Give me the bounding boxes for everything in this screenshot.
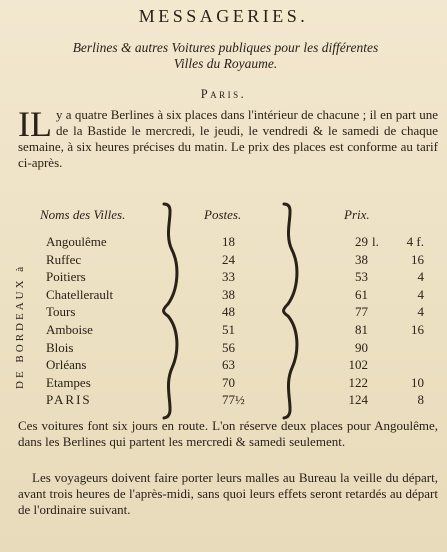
note-paragraph-1: Ces voitures font six jours en route. L'on réserve deux places pour Angoulême, dans les Berlines qui partent les mercredi & samedi seulement. [18, 418, 438, 449]
table-row [0, 269, 447, 287]
table-row [0, 340, 447, 358]
prix-livres: 53 [355, 269, 368, 285]
postes-value: 48 [222, 304, 235, 320]
postes-value: 18 [222, 234, 235, 249]
prix-livres: 124 [348, 392, 368, 408]
prix-unit: l. [372, 234, 379, 249]
prix-livres: 77 [355, 304, 368, 320]
prix-sous: 4 [417, 269, 424, 285]
subtitle [18, 40, 433, 72]
table-row [0, 252, 447, 270]
prix-livres: 38 [355, 251, 368, 267]
prix-sous: 4 f. [406, 234, 424, 249]
prix-livres: 122 [348, 374, 368, 390]
table-row [0, 322, 447, 340]
city-heading: Paris. [200, 87, 247, 101]
table-row [0, 375, 447, 393]
postes-value: 77½ [222, 392, 245, 408]
prix-sous: 4 [417, 286, 424, 302]
postes-value: 33 [222, 269, 235, 285]
table-row [0, 392, 447, 410]
column-header-prix: Prix. [344, 207, 370, 222]
prix-sous: 16 [411, 322, 424, 337]
subtitle-line-1: Berlines & autres Voitures publiques pour les différentes [72, 40, 379, 55]
postes-value: 56 [222, 339, 235, 355]
city-name: Blois [46, 339, 74, 355]
postes-value: 24 [222, 251, 235, 267]
city-name: Angoulême [46, 234, 107, 249]
city-name: Amboise [46, 322, 93, 337]
prix-livres: 61 [355, 286, 368, 302]
intro-text: y a quatre Berlines à six places dans l'intérieur de chacune ; il en part une de la Bastide le mercredi, le jeudi, le vendredi & le samedi de chaque semaine, à six heures précises du matin. Le prix des places est conforme au tarif ci-après. [18, 107, 438, 170]
city-name: PARIS [46, 392, 92, 408]
prix-livres: 102 [348, 357, 368, 373]
city-name: Orléans [46, 357, 87, 373]
table-row [0, 357, 447, 375]
prix-livres: 90 [355, 339, 368, 355]
postes-value: 70 [222, 374, 235, 390]
postes-value: 51 [222, 322, 235, 337]
city-name: Ruffec [46, 251, 82, 267]
city-name: Poitiers [46, 269, 86, 285]
intro-paragraph [18, 104, 438, 171]
drop-cap: IL [18, 104, 52, 144]
column-header-names: Noms des Villes. [40, 207, 126, 222]
prix-livres: 29 [355, 234, 368, 249]
table-row [0, 304, 447, 322]
city-name: Etampes [46, 374, 91, 390]
postes-value: 63 [222, 357, 235, 373]
prix-livres: 81 [355, 322, 368, 337]
subtitle-line-2: Villes du Royaume. [173, 56, 278, 71]
prix-sous: 10 [411, 374, 424, 390]
city-name: Chatellerault [46, 286, 114, 302]
prix-sous: 4 [417, 304, 424, 320]
postes-value: 38 [222, 286, 235, 302]
side-label-bordeaux: DE BORDEAUX à [14, 263, 26, 389]
city-name: Tours [46, 304, 76, 320]
page-heading: MESSAGERIES. [138, 6, 309, 26]
prix-sous: 16 [411, 251, 424, 267]
table-row [0, 234, 447, 252]
prix-sous: 8 [417, 392, 424, 408]
column-header-postes: Postes. [204, 207, 242, 222]
note-paragraph-2: Les voyageurs doivent faire porter leurs malles au Bureau la veille du départ, avant trois heures de l'après-midi, sans quoi leurs effets seront retardés au départ de l'ordinaire suivant. [18, 470, 438, 517]
table-row [0, 287, 447, 305]
